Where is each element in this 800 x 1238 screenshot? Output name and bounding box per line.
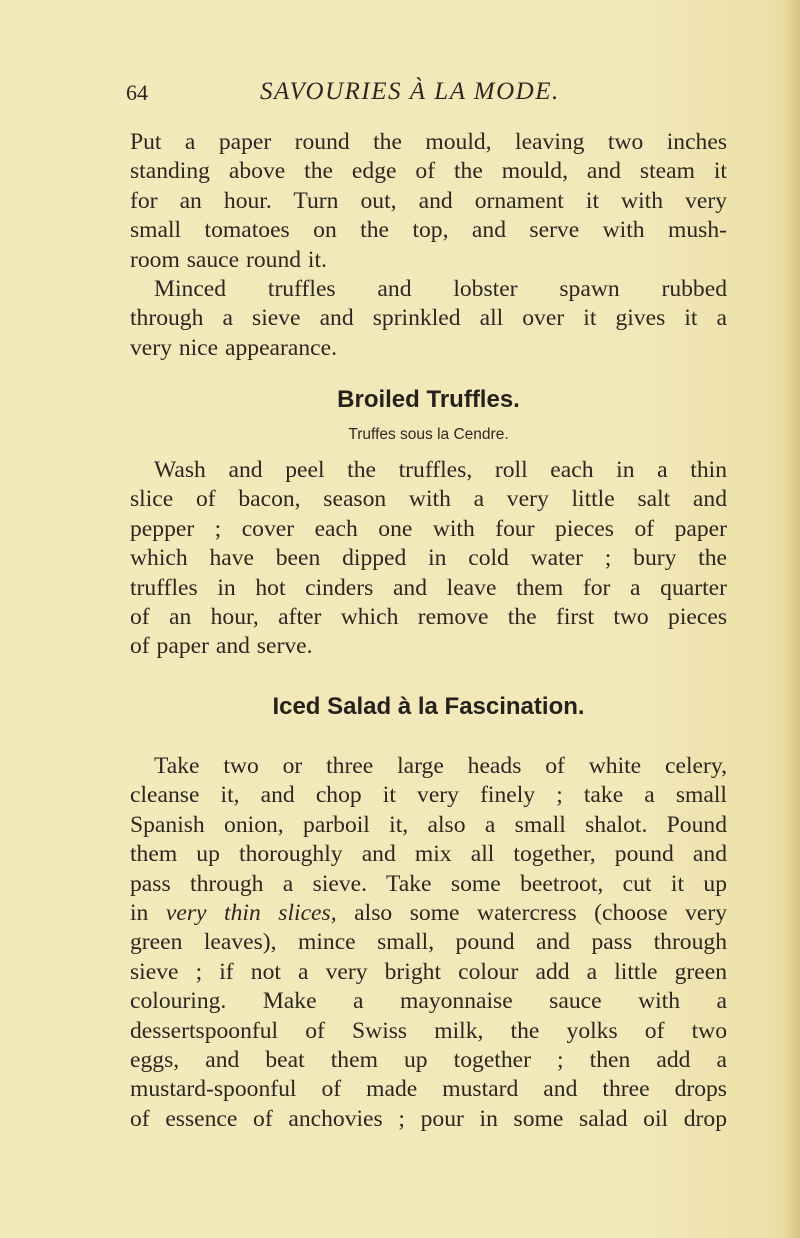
- text-line: Minced truffles and lobster spawn rubbed: [154, 276, 727, 303]
- text-line: dessertspoonful of Swiss milk, the yolks of two: [130, 1017, 727, 1044]
- text-line: eggs, and beat them up together ; then add a: [130, 1047, 727, 1074]
- text-line-with-italic: [130, 899, 727, 928]
- page-header: [126, 78, 726, 112]
- text-line: of essence of anchovies ; pour in some salad oil drop: [130, 1105, 727, 1132]
- page-edge-shadow: [786, 0, 800, 1238]
- text-line: truffles in hot cinders and leave them for a quarter: [130, 574, 727, 601]
- text-line: pepper ; cover each one with four pieces of paper: [130, 515, 727, 542]
- running-head: SAVOURIES À LA MODE.: [260, 78, 560, 105]
- broiled-truffles-subtitle: Truffes sous la Cendre.: [348, 426, 509, 443]
- text-line: standing above the edge of the mould, and steam it: [130, 158, 727, 185]
- text-line: sieve ; if not a very bright colour add a little green: [130, 958, 727, 985]
- broiled-truffles-paragraph: [130, 456, 727, 662]
- text-line: green leaves), mince small, pound and pass through: [130, 929, 727, 956]
- page-number: 64: [126, 80, 148, 105]
- text-fragment: also some watercress (choose very: [336, 900, 728, 927]
- text-line: small tomatoes on the top, and serve with mush-: [130, 217, 727, 244]
- text-line: cleanse it, and chop it very finely ; take a small: [130, 782, 727, 809]
- text-line: slice of bacon, season with a very little salt and: [130, 486, 727, 513]
- text-line: Spanish onion, parboil it, also a small shalot. Pound: [130, 811, 727, 838]
- iced-salad-heading: Iced Salad à la Fascination.: [272, 693, 585, 720]
- italic-phrase: very thin slices,: [165, 900, 337, 927]
- text-line: Put a paper round the mould, leaving two inches: [130, 129, 727, 155]
- text-line: Wash and peel the truffles, roll each in a thin: [154, 457, 727, 483]
- broiled-truffles-heading: Broiled Truffles.: [337, 386, 520, 413]
- text-line: very nice appearance.: [130, 334, 337, 361]
- text-line: room sauce round it.: [130, 246, 327, 273]
- text-line: Take two or three large heads of white celery,: [154, 753, 727, 779]
- text-line: which have been dipped in cold water ; bury the: [130, 545, 727, 572]
- text-line: through a sieve and sprinkled all over it gives it a: [130, 305, 727, 332]
- text-line: mustard-spoonful of made mustard and three drops: [130, 1076, 727, 1103]
- iced-salad-paragraph: [130, 752, 727, 1134]
- text-line: pass through a sieve. Take some beetroot, cut it up: [130, 870, 727, 897]
- intro-paragraph: [130, 128, 727, 363]
- text-fragment: in: [130, 900, 166, 927]
- text-line: of paper and serve.: [130, 633, 313, 660]
- text-line: colouring. Make a mayonnaise sauce with a: [130, 988, 727, 1015]
- text-line: for an hour. Turn out, and ornament it with very: [130, 187, 727, 214]
- text-line: them up thoroughly and mix all together, pound and: [130, 841, 727, 868]
- text-line: of an hour, after which remove the first two pieces: [130, 604, 727, 631]
